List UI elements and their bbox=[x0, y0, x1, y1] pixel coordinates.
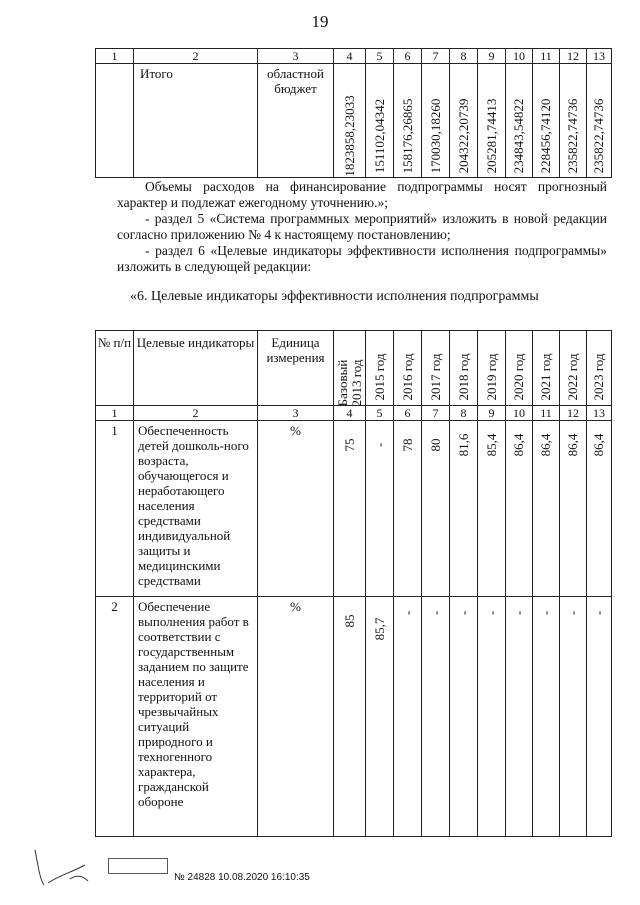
col-num: 5 bbox=[366, 49, 394, 64]
col-num: 10 bbox=[506, 406, 533, 421]
value-text: 85,4 bbox=[483, 433, 499, 457]
value-text: 205281,74413 bbox=[483, 98, 499, 174]
header-num: № п/п bbox=[96, 331, 134, 406]
value-cell bbox=[450, 421, 478, 597]
col-num: 7 bbox=[422, 49, 450, 64]
col-num: 4 bbox=[334, 49, 366, 64]
value-cell bbox=[560, 421, 587, 597]
value-cell bbox=[394, 597, 422, 837]
header-year-text: 2021 год bbox=[538, 353, 553, 401]
value-cell bbox=[560, 597, 587, 837]
col-num: 2 bbox=[134, 406, 258, 421]
header-year bbox=[366, 331, 394, 406]
value-cell bbox=[422, 421, 450, 597]
header-unit: Единица измерения bbox=[258, 331, 334, 406]
header-year-text: 2020 год bbox=[511, 353, 526, 401]
header-base-year bbox=[334, 331, 366, 406]
value-text: - bbox=[399, 610, 415, 616]
value-text: 151102,04342 bbox=[371, 98, 387, 174]
value-text: - bbox=[511, 610, 526, 616]
value-text: 86,4 bbox=[565, 433, 580, 457]
value-text: 234843,54822 bbox=[511, 98, 526, 174]
header-year bbox=[587, 331, 612, 406]
value-text: 85 bbox=[341, 614, 357, 628]
value-text: - bbox=[591, 610, 606, 616]
value-cell bbox=[506, 64, 533, 178]
value-cell bbox=[422, 64, 450, 178]
header-indicators: Целевые индикаторы bbox=[134, 331, 258, 406]
value-text: 204322,20739 bbox=[455, 98, 471, 174]
header-year-text: 2022 год bbox=[565, 353, 580, 401]
value-cell bbox=[394, 64, 422, 178]
row-num: 1 bbox=[96, 421, 134, 597]
value-cell bbox=[478, 597, 506, 837]
col-num: 13 bbox=[587, 406, 612, 421]
value-text: - bbox=[371, 442, 387, 448]
col-num: 8 bbox=[450, 49, 478, 64]
column-number-row bbox=[96, 49, 612, 64]
value-text: 81,6 bbox=[455, 433, 471, 457]
value-cell bbox=[533, 64, 560, 178]
col-num: 11 bbox=[533, 49, 560, 64]
value-text: - bbox=[565, 610, 580, 616]
value-cell bbox=[334, 64, 366, 178]
header-year-text: 2016 год bbox=[399, 353, 415, 401]
header-year-text: 2019 год bbox=[483, 353, 499, 401]
header-year bbox=[560, 331, 587, 406]
col-num: 7 bbox=[422, 406, 450, 421]
value-cell bbox=[533, 597, 560, 837]
header-year bbox=[422, 331, 450, 406]
header-year-text: 2018 год bbox=[455, 353, 471, 401]
indicator-name: Обеспеченность детей дошколь-ного возраста, обучающегося и неработающего населения средствами индивидуальной защиты и медицинскими средствами bbox=[134, 421, 258, 597]
emblem-icon bbox=[108, 858, 168, 874]
value-text: 86,4 bbox=[538, 433, 553, 457]
header-year bbox=[394, 331, 422, 406]
header-year bbox=[533, 331, 560, 406]
section-heading: «6. Целевые индикаторы эффективности исполнения подпрограммы bbox=[130, 289, 539, 304]
col-num: 1 bbox=[96, 49, 134, 64]
indicators-table bbox=[95, 330, 612, 837]
value-cell bbox=[478, 64, 506, 178]
value-cell bbox=[366, 597, 394, 837]
value-text: 80 bbox=[427, 438, 443, 452]
col-num: 9 bbox=[478, 406, 506, 421]
total-row bbox=[96, 64, 612, 178]
value-text: - bbox=[538, 610, 553, 616]
header-base-label bbox=[336, 360, 364, 407]
value-cell bbox=[422, 597, 450, 837]
col-num: 13 bbox=[587, 49, 612, 64]
value-text: 78 bbox=[399, 438, 415, 452]
paragraph-funding: Объемы расходов на финансирование подпрограммы носят прогнозный характер и подлежат ежегодному уточнению.»; bbox=[117, 179, 607, 210]
funding-source: областной бюджет bbox=[258, 64, 334, 178]
unit: % bbox=[258, 597, 334, 837]
col-num: 2 bbox=[134, 49, 258, 64]
col-num: 6 bbox=[394, 49, 422, 64]
col-num: 3 bbox=[258, 406, 334, 421]
value-text: 85,7 bbox=[371, 617, 387, 641]
empty-cell bbox=[96, 64, 134, 178]
value-text: 170030,18260 bbox=[427, 98, 443, 174]
col-num: 12 bbox=[560, 406, 587, 421]
value-cell bbox=[533, 421, 560, 597]
header-year bbox=[478, 331, 506, 406]
indicator-name: Обеспечение выполнения работ в соответствии с государственным заданием по защите населения и территорий от чрезвычайных ситуаций природного и техногенного характера, гражданской обороне bbox=[134, 597, 258, 837]
value-text: 75 bbox=[341, 438, 357, 452]
value-cell bbox=[560, 64, 587, 178]
paragraph-section5: - раздел 5 «Система программных мероприятий» изложить в новой редакции согласно приложению № 4 к настоящему постановлению; bbox=[117, 211, 607, 242]
table-row bbox=[96, 597, 612, 837]
value-cell bbox=[450, 64, 478, 178]
col-num: 8 bbox=[450, 406, 478, 421]
header-row bbox=[96, 331, 612, 406]
header-base-line2: 2013 год bbox=[348, 359, 364, 407]
page-number: 19 bbox=[311, 12, 329, 31]
col-num: 3 bbox=[258, 49, 334, 64]
row-num: 2 bbox=[96, 597, 134, 837]
value-cell bbox=[478, 421, 506, 597]
col-num: 12 bbox=[560, 49, 587, 64]
header-base-line1: Базовый bbox=[334, 359, 350, 407]
value-text: 228456,74120 bbox=[538, 98, 553, 174]
header-year-text: 2015 год bbox=[371, 353, 387, 401]
table-row bbox=[96, 421, 612, 597]
row-name: Итого bbox=[134, 64, 258, 178]
header-year-text: 2017 год bbox=[427, 353, 443, 401]
col-num: 11 bbox=[533, 406, 560, 421]
value-text: 86,4 bbox=[591, 433, 606, 457]
budget-table bbox=[95, 48, 612, 178]
document-stamp: № 24828 10.08.2020 16:10:35 bbox=[174, 872, 310, 883]
value-cell bbox=[394, 421, 422, 597]
header-year bbox=[450, 331, 478, 406]
value-cell bbox=[506, 597, 533, 837]
unit: % bbox=[258, 421, 334, 597]
signature-mark-icon bbox=[30, 845, 100, 890]
value-cell bbox=[506, 421, 533, 597]
value-cell bbox=[366, 64, 394, 178]
col-num: 1 bbox=[96, 406, 134, 421]
value-text: 1823858,23033 bbox=[341, 95, 357, 177]
col-num: 10 bbox=[506, 49, 533, 64]
value-cell bbox=[587, 421, 612, 597]
value-cell bbox=[450, 597, 478, 837]
col-num: 9 bbox=[478, 49, 506, 64]
paragraph-section6: - раздел 6 «Целевые индикаторы эффективности исполнения подпрограммы» изложить в следующей редакции: bbox=[117, 243, 607, 274]
col-num: 5 bbox=[366, 406, 394, 421]
value-text: 86,4 bbox=[511, 433, 526, 457]
value-cell bbox=[334, 421, 366, 597]
value-cell bbox=[587, 597, 612, 837]
value-text: 235822,74736 bbox=[591, 98, 606, 174]
value-cell bbox=[366, 421, 394, 597]
col-num: 4 bbox=[334, 406, 366, 421]
value-text: - bbox=[455, 610, 471, 616]
value-text: 235822,74736 bbox=[565, 98, 580, 174]
col-num: 6 bbox=[394, 406, 422, 421]
header-year-text: 2023 год bbox=[591, 353, 606, 401]
value-cell bbox=[334, 597, 366, 837]
value-text: - bbox=[483, 610, 499, 616]
column-number-row bbox=[96, 406, 612, 421]
value-text: 158176,26865 bbox=[399, 98, 415, 174]
value-text: - bbox=[427, 610, 443, 616]
value-cell bbox=[587, 64, 612, 178]
header-year bbox=[506, 331, 533, 406]
